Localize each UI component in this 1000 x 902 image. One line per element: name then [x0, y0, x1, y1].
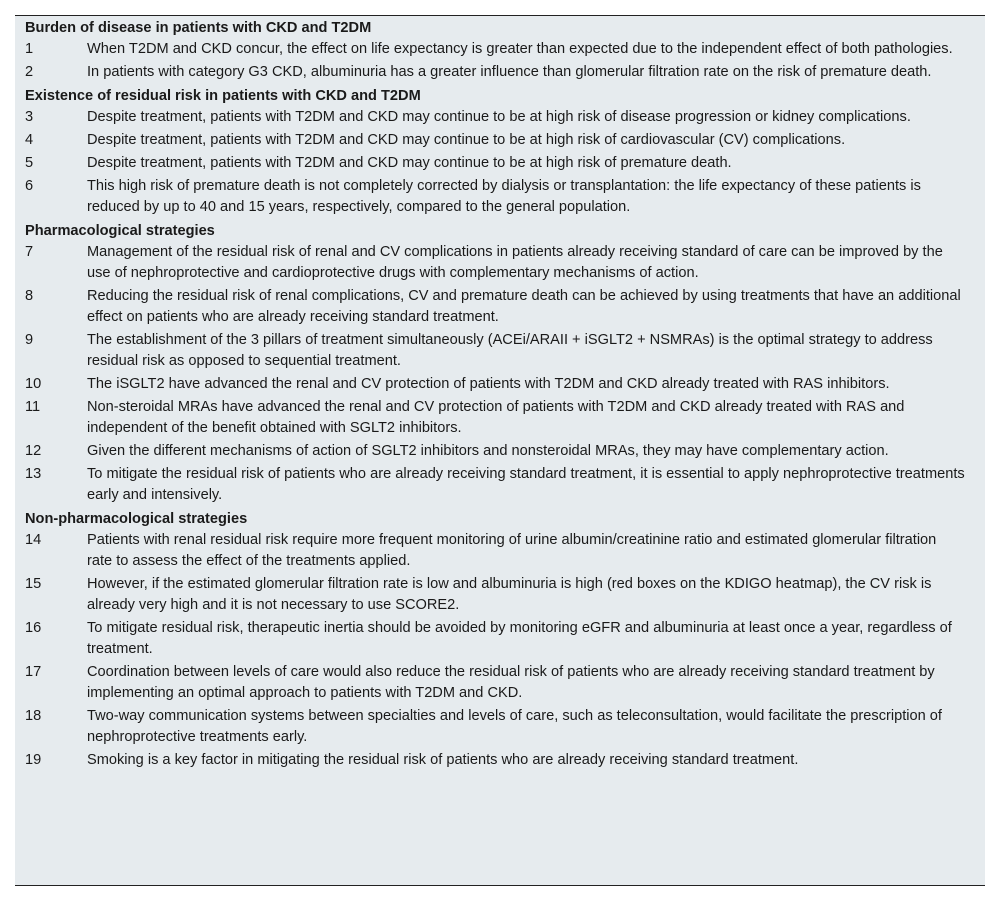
row-number: 4: [25, 132, 34, 148]
row-statement: Despite treatment, patients with T2DM and CKD may continue to be at high risk of premature death.: [87, 155, 732, 171]
row-number: 13: [25, 466, 42, 482]
row-number: 14: [25, 532, 42, 548]
row-number: 15: [25, 576, 42, 592]
row-number: 3: [25, 109, 34, 125]
row-number: 12: [25, 443, 42, 459]
table-row: [15, 574, 985, 616]
table-row: [15, 107, 985, 128]
row-statement: Despite treatment, patients with T2DM and CKD may continue to be at high risk of disease progression or kidney complications.: [87, 109, 911, 125]
table-row: [15, 397, 985, 439]
table-row: [15, 286, 985, 328]
row-statement: Despite treatment, patients with T2DM and CKD may continue to be at high risk of cardiovascular (CV) complications.: [87, 132, 846, 148]
row-statement: Reducing the residual risk of renal complications, CV and premature death can be achieved by using treatments that have an additional effect on patients who are already receiving standard treatment.: [87, 288, 961, 325]
table-row: [15, 618, 985, 660]
row-statement: Two-way communication systems between specialties and levels of care, such as teleconsultation, would facilitate the prescription of nephroprotective treatments early.: [87, 708, 942, 745]
table-row: [15, 441, 985, 462]
row-number: 19: [25, 752, 42, 768]
row-number: 9: [25, 332, 34, 348]
row-number: 5: [25, 155, 34, 171]
row-number: 6: [25, 178, 34, 194]
row-number: 2: [25, 64, 34, 80]
table-row: [15, 242, 985, 284]
row-statement: Management of the residual risk of renal and CV complications in patients already receiving standard of care can be improved by the use of nephroprotective and cardioprotective drugs with complementary mechanisms of action.: [87, 244, 943, 281]
row-number: 7: [25, 244, 34, 260]
table-row: [15, 464, 985, 506]
consensus-table: [15, 15, 985, 886]
row-number: 11: [25, 399, 41, 415]
section-heading: Pharmacological strategies: [25, 223, 215, 239]
table-body: [15, 16, 985, 771]
row-statement: Coordination between levels of care would also reduce the residual risk of patients who are already receiving standard treatment by implementing an optimal approach to patients with T2DM and CKD.: [87, 664, 935, 701]
section-heading: Non-pharmacological strategies: [25, 511, 248, 527]
row-statement: Given the different mechanisms of action of SGLT2 inhibitors and nonsteroidal MRAs, they may have complementary action.: [87, 443, 889, 459]
row-statement: The iSGLT2 have advanced the renal and CV protection of patients with T2DM and CKD already treated with RAS inhibitors.: [87, 376, 890, 392]
table-row: [15, 374, 985, 395]
row-statement: Smoking is a key factor in mitigating the residual risk of patients who are already receiving standard treatment.: [87, 752, 799, 768]
table-row: [15, 130, 985, 151]
row-number: 16: [25, 620, 42, 636]
row-statement: The establishment of the 3 pillars of treatment simultaneously (ACEi/ARAII + iSGLT2 + NSMRAs) is the optimal strategy to address residual risk as opposed to sequential treatment.: [87, 332, 933, 369]
row-statement: Non-steroidal MRAs have advanced the renal and CV protection of patients with T2DM and CKD already treated with RAS and independent of the benefit obtained with SGLT2 inhibitors.: [87, 399, 905, 436]
row-statement: However, if the estimated glomerular filtration rate is low and albuminuria is high (red boxes on the KDIGO heatmap), the CV risk is already very high and it is not necessary to use SCORE2.: [87, 576, 932, 613]
table-row: [15, 176, 985, 218]
table-row: [15, 330, 985, 372]
table-row: [15, 39, 985, 60]
section-heading: Burden of disease in patients with CKD and T2DM: [25, 20, 372, 36]
table-row: [15, 153, 985, 174]
row-statement: When T2DM and CKD concur, the effect on life expectancy is greater than expected due to the independent effect of both pathologies.: [87, 41, 953, 57]
row-number: 18: [25, 708, 42, 724]
table-row: [15, 750, 985, 771]
row-statement: Patients with renal residual risk require more frequent monitoring of urine albumin/creatinine ratio and estimated glomerular filtration rate to assess the effect of the treatments applied.: [87, 532, 937, 569]
row-number: 17: [25, 664, 42, 680]
row-number: 8: [25, 288, 34, 304]
row-statement: To mitigate the residual risk of patients who are already receiving standard treatment, it is essential to apply nephroprotective treatments early and intensively.: [87, 466, 965, 503]
row-statement: To mitigate residual risk, therapeutic inertia should be avoided by monitoring eGFR and albuminuria at least once a year, regardless of treatment.: [87, 620, 952, 657]
row-statement: In patients with category G3 CKD, albuminuria has a greater influence than glomerular filtration rate on the risk of premature death.: [87, 64, 932, 80]
row-number: 1: [25, 41, 34, 57]
table-row: [15, 706, 985, 748]
table-row: [15, 62, 985, 83]
row-number: 10: [25, 376, 42, 392]
table-row: [15, 530, 985, 572]
row-statement: This high risk of premature death is not completely corrected by dialysis or transplantation: the life expectancy of these patients is reduced by up to 40 and 15 years, respectively, compared to the general population.: [87, 178, 921, 215]
section-heading: Existence of residual risk in patients with CKD and T2DM: [25, 88, 421, 104]
table-row: [15, 662, 985, 704]
